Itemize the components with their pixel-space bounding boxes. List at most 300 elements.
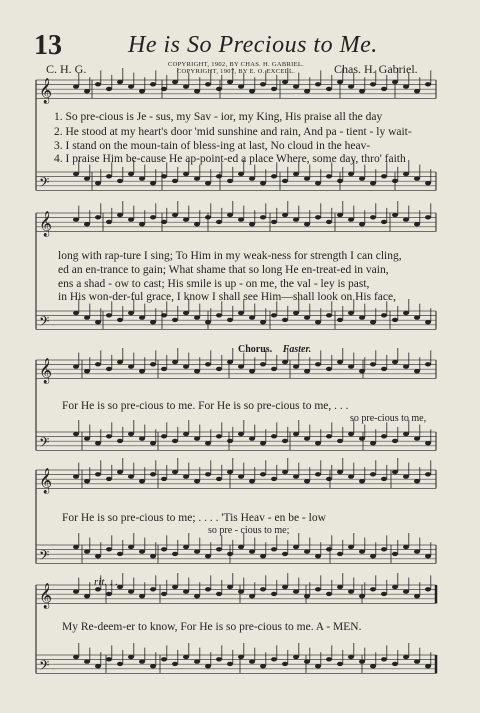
note-head	[425, 441, 431, 445]
note-head	[106, 313, 112, 317]
note-head	[260, 320, 266, 324]
note-head	[194, 222, 200, 226]
note-head	[161, 367, 167, 371]
note-head	[282, 585, 288, 589]
note-head	[282, 439, 288, 443]
note-head	[150, 181, 156, 185]
note-head	[150, 215, 156, 219]
note-head	[73, 172, 79, 176]
note-head	[304, 176, 310, 180]
note-head	[216, 220, 222, 224]
note-head	[271, 547, 277, 551]
note-head	[95, 441, 101, 445]
note-head	[425, 82, 431, 86]
note-head	[150, 82, 156, 86]
note-head	[326, 547, 332, 551]
note-head	[381, 220, 387, 224]
note-head	[260, 587, 266, 591]
note-head	[150, 554, 156, 558]
note-head	[139, 436, 145, 440]
treble-clef-icon: 𝄞	[39, 78, 53, 104]
note-head	[117, 179, 123, 183]
note-head	[128, 432, 134, 436]
note-head	[84, 594, 90, 598]
ritardando-marking: rit. . .	[94, 576, 119, 588]
note-head	[315, 215, 321, 219]
note-head	[117, 470, 123, 474]
note-head	[326, 477, 332, 481]
note-head	[128, 172, 134, 176]
note-head	[172, 439, 178, 443]
verse-2-line-a: 2. He stood at my heart's door 'mid sunshine and rain, And pa - tient - ly wait-	[54, 126, 412, 138]
note-head	[95, 554, 101, 558]
note-head	[403, 545, 409, 549]
note-head	[271, 367, 277, 371]
note-head	[183, 474, 189, 478]
note-head	[73, 364, 79, 368]
note-head	[337, 470, 343, 474]
note-head	[348, 655, 354, 659]
note-head	[106, 547, 112, 551]
note-head	[403, 84, 409, 88]
note-head	[84, 659, 90, 663]
note-head	[194, 594, 200, 598]
note-head	[414, 369, 420, 373]
note-head	[425, 362, 431, 366]
note-head	[128, 217, 134, 221]
note-head	[381, 434, 387, 438]
note-head	[293, 474, 299, 478]
note-head	[403, 172, 409, 176]
bass-clef-icon: 𝄢	[39, 547, 50, 567]
note-head	[414, 89, 420, 93]
note-head	[425, 587, 431, 591]
note-head	[238, 545, 244, 549]
note-head	[403, 432, 409, 436]
note-head	[139, 549, 145, 553]
note-head	[282, 470, 288, 474]
note-head	[84, 89, 90, 93]
chorus-line-2-alto: so pre - cious to me;	[208, 525, 290, 536]
note-head	[106, 657, 112, 661]
note-head	[414, 479, 420, 483]
note-head	[84, 549, 90, 553]
note-head	[381, 174, 387, 178]
note-head	[414, 659, 420, 663]
note-head	[183, 545, 189, 549]
treble-clef-icon: 𝄞	[39, 468, 53, 494]
note-head	[348, 84, 354, 88]
note-head	[150, 362, 156, 366]
treble-clef-icon: 𝄞	[39, 583, 53, 609]
note-head	[227, 552, 233, 556]
note-head	[172, 318, 178, 322]
note-head	[183, 655, 189, 659]
composer: Chas. H. Gabriel.	[334, 62, 418, 76]
note-head	[106, 592, 112, 596]
bass-clef-icon: 𝄢	[39, 174, 50, 194]
note-head	[227, 360, 233, 364]
note-head	[238, 589, 244, 593]
treble-clef-icon: 𝄞	[39, 211, 53, 237]
note-head	[106, 174, 112, 178]
note-head	[315, 472, 321, 476]
note-head	[304, 436, 310, 440]
note-head	[161, 592, 167, 596]
note-head	[271, 434, 277, 438]
note-head	[139, 659, 145, 663]
note-head	[216, 477, 222, 481]
note-head	[381, 367, 387, 371]
note-head	[205, 362, 211, 366]
note-head	[73, 545, 79, 549]
note-head	[337, 662, 343, 666]
note-head	[348, 474, 354, 478]
note-head	[128, 311, 134, 315]
note-head	[183, 217, 189, 221]
note-head	[359, 176, 365, 180]
note-head	[183, 364, 189, 368]
note-head	[117, 213, 123, 217]
note-head	[260, 82, 266, 86]
note-head	[425, 215, 431, 219]
note-head	[172, 179, 178, 183]
note-head	[194, 369, 200, 373]
note-head	[414, 315, 420, 319]
note-head	[381, 87, 387, 91]
verse-1-line-b: long with rap-ture I sing; To Him in my weak-ness for strength I can cling,	[58, 250, 402, 262]
note-head	[403, 474, 409, 478]
note-head	[359, 549, 365, 553]
note-head	[403, 589, 409, 593]
note-head	[425, 320, 431, 324]
note-head	[73, 84, 79, 88]
note-head	[370, 362, 376, 366]
note-head	[271, 477, 277, 481]
note-head	[73, 311, 79, 315]
note-head	[117, 360, 123, 364]
note-head	[326, 87, 332, 91]
note-head	[337, 439, 343, 443]
note-head	[414, 176, 420, 180]
note-head	[172, 360, 178, 364]
chorus-line-2: For He is so pre-cious to me; . . . . 'Tis Heav - en be - low	[62, 512, 326, 524]
note-head	[238, 172, 244, 176]
note-head	[282, 80, 288, 84]
note-head	[128, 364, 134, 368]
note-head	[260, 215, 266, 219]
note-head	[425, 181, 431, 185]
note-head	[128, 655, 134, 659]
note-head	[249, 594, 255, 598]
note-head	[106, 220, 112, 224]
note-head	[227, 439, 233, 443]
note-head	[348, 172, 354, 176]
note-head	[73, 217, 79, 221]
note-head	[370, 215, 376, 219]
note-head	[282, 552, 288, 556]
note-head	[183, 84, 189, 88]
note-head	[381, 657, 387, 661]
note-head	[315, 362, 321, 366]
note-head	[260, 554, 266, 558]
note-head	[271, 313, 277, 317]
note-head	[326, 657, 332, 661]
note-head	[183, 432, 189, 436]
note-head	[304, 659, 310, 663]
note-head	[238, 655, 244, 659]
note-head	[370, 181, 376, 185]
note-head	[139, 479, 145, 483]
note-head	[205, 472, 211, 476]
note-head	[271, 592, 277, 596]
note-head	[381, 477, 387, 481]
note-head	[227, 585, 233, 589]
note-head	[359, 315, 365, 319]
note-head	[95, 82, 101, 86]
copyright-line-2: COPYRIGHT, 1907, BY E. O. EXCELL.	[176, 68, 296, 75]
note-head	[414, 436, 420, 440]
note-head	[139, 315, 145, 319]
note-head	[403, 364, 409, 368]
note-head	[128, 545, 134, 549]
note-head	[326, 434, 332, 438]
bass-clef-icon: 𝄢	[39, 434, 50, 454]
note-head	[359, 89, 365, 93]
note-head	[326, 220, 332, 224]
note-head	[370, 472, 376, 476]
bass-clef-icon: 𝄢	[39, 313, 50, 333]
note-head	[172, 585, 178, 589]
note-head	[315, 664, 321, 668]
note-head	[172, 552, 178, 556]
note-head	[293, 217, 299, 221]
note-head	[227, 80, 233, 84]
verse-4-line-a: 4. I praise Him be-cause He ap-point-ed a place Where, some day, thro' faith	[54, 153, 406, 165]
note-head	[227, 470, 233, 474]
note-head	[392, 662, 398, 666]
note-head	[249, 315, 255, 319]
author-initials: C. H. G.	[46, 62, 87, 76]
note-head	[194, 176, 200, 180]
verse-4-line-b: in His won-der-ful grace, I know I shall see Him—shall look on His face,	[58, 291, 396, 303]
note-head	[117, 662, 123, 666]
note-head	[304, 549, 310, 553]
note-head	[370, 587, 376, 591]
note-head	[139, 369, 145, 373]
note-head	[392, 213, 398, 217]
note-head	[117, 80, 123, 84]
copyright-line-1: COPYRIGHT, 1902, BY CHAS. H. GABRIEL.	[168, 61, 305, 68]
note-head	[139, 222, 145, 226]
note-head	[326, 592, 332, 596]
note-head	[106, 87, 112, 91]
note-head	[172, 470, 178, 474]
note-head	[183, 589, 189, 593]
note-head	[216, 313, 222, 317]
note-head	[370, 441, 376, 445]
note-head	[271, 87, 277, 91]
bass-clef-icon: 𝄢	[39, 657, 50, 677]
note-head	[238, 432, 244, 436]
note-head	[216, 657, 222, 661]
note-head	[271, 174, 277, 178]
note-head	[128, 589, 134, 593]
note-head	[150, 441, 156, 445]
note-head	[293, 172, 299, 176]
note-head	[161, 434, 167, 438]
note-head	[128, 84, 134, 88]
note-head	[106, 434, 112, 438]
note-head	[381, 592, 387, 596]
note-head	[172, 662, 178, 666]
note-head	[238, 311, 244, 315]
note-head	[150, 320, 156, 324]
note-head	[414, 222, 420, 226]
note-head	[161, 220, 167, 224]
note-head	[150, 472, 156, 476]
treble-clef-icon: 𝄞	[39, 358, 53, 384]
note-head	[348, 217, 354, 221]
note-head	[359, 594, 365, 598]
note-head	[216, 367, 222, 371]
note-head	[304, 315, 310, 319]
note-head	[348, 364, 354, 368]
note-head	[205, 82, 211, 86]
verse-3-line-a: 3. I stand on the moun-tain of bless-ing at last, No cloud in the heav-	[54, 140, 371, 152]
note-head	[392, 360, 398, 364]
note-head	[293, 432, 299, 436]
note-head	[282, 318, 288, 322]
note-head	[84, 369, 90, 373]
verse-2-line-b: ed an en-trance to gain; What shame that so long He en-treat-ed in vain,	[58, 264, 389, 276]
note-head	[370, 664, 376, 668]
note-head	[238, 474, 244, 478]
note-head	[84, 222, 90, 226]
note-head	[95, 362, 101, 366]
note-head	[205, 664, 211, 668]
note-head	[73, 474, 79, 478]
note-head	[238, 364, 244, 368]
note-head	[73, 432, 79, 436]
note-head	[216, 174, 222, 178]
note-head	[216, 434, 222, 438]
note-head	[95, 664, 101, 668]
note-head	[161, 657, 167, 661]
note-head	[106, 367, 112, 371]
note-head	[95, 215, 101, 219]
note-head	[150, 664, 156, 668]
note-head	[238, 217, 244, 221]
note-head	[161, 174, 167, 178]
note-head	[392, 585, 398, 589]
note-head	[392, 439, 398, 443]
note-head	[95, 320, 101, 324]
note-head	[348, 589, 354, 593]
note-head	[425, 472, 431, 476]
chorus-line-1-alto: so pre-cious to me,	[350, 413, 427, 424]
note-head	[381, 313, 387, 317]
note-head	[315, 441, 321, 445]
note-head	[282, 179, 288, 183]
note-head	[194, 436, 200, 440]
note-head	[337, 213, 343, 217]
note-head	[260, 441, 266, 445]
note-head	[84, 479, 90, 483]
note-head	[293, 589, 299, 593]
note-head	[282, 213, 288, 217]
chorus-line-1: For He is so pre-cious to me. For He is so pre-cious to me, . . .	[62, 400, 349, 412]
note-head	[326, 174, 332, 178]
note-head	[84, 315, 90, 319]
note-head	[370, 82, 376, 86]
note-head	[227, 662, 233, 666]
note-head	[249, 659, 255, 663]
note-head	[315, 587, 321, 591]
note-head	[337, 585, 343, 589]
note-head	[205, 441, 211, 445]
note-head	[348, 432, 354, 436]
chorus-line-3: My Re-deem-er to know, For He is so pre-cious to me. A - MEN.	[62, 621, 362, 633]
note-head	[392, 318, 398, 322]
verse-3-line-b: ens a shad - ow to cast; His smile is up - on me, the val - ley is past,	[58, 278, 370, 290]
note-head	[73, 655, 79, 659]
note-head	[106, 477, 112, 481]
note-head	[359, 222, 365, 226]
note-head	[359, 369, 365, 373]
note-head	[161, 477, 167, 481]
note-head	[392, 470, 398, 474]
note-head	[414, 594, 420, 598]
note-head	[260, 472, 266, 476]
note-head	[315, 82, 321, 86]
note-head	[161, 547, 167, 551]
note-head	[249, 369, 255, 373]
note-head	[249, 436, 255, 440]
note-head	[392, 80, 398, 84]
note-head	[128, 474, 134, 478]
note-head	[238, 84, 244, 88]
note-head	[293, 364, 299, 368]
note-head	[95, 472, 101, 476]
note-head	[117, 318, 123, 322]
tempo-marking: Faster.	[282, 344, 312, 355]
note-head	[205, 215, 211, 219]
hymn-title: He is So Precious to Me.	[128, 32, 378, 58]
note-head	[282, 662, 288, 666]
note-head	[304, 369, 310, 373]
note-head	[139, 594, 145, 598]
note-head	[95, 181, 101, 185]
note-head	[359, 436, 365, 440]
note-head	[117, 552, 123, 556]
note-head	[304, 89, 310, 93]
note-head	[161, 87, 167, 91]
note-head	[139, 176, 145, 180]
note-head	[370, 320, 376, 324]
note-head	[282, 360, 288, 364]
note-head	[271, 657, 277, 661]
note-head	[337, 318, 343, 322]
note-head	[337, 552, 343, 556]
note-head	[194, 89, 200, 93]
note-head	[326, 367, 332, 371]
note-head	[381, 547, 387, 551]
note-head	[348, 311, 354, 315]
note-head	[425, 664, 431, 668]
note-head	[392, 179, 398, 183]
note-head	[216, 87, 222, 91]
